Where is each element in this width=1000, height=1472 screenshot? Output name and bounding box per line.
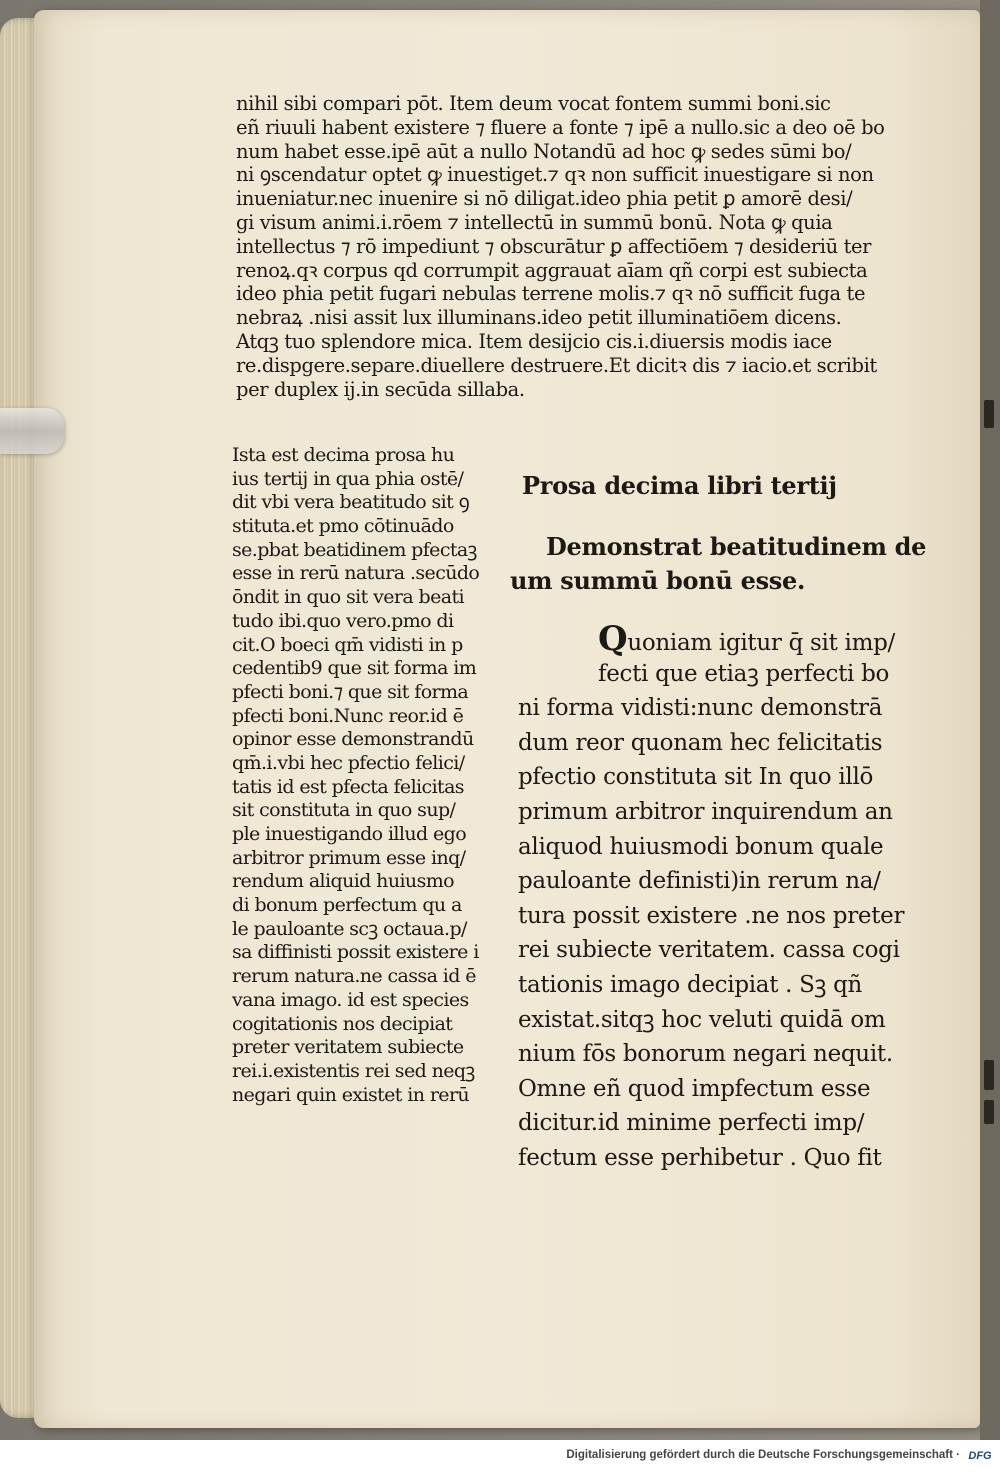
commentary-line: per duplex ij.in secūda sillaba. <box>236 377 525 401</box>
commentary-line: arbitror primum esse inq/ <box>232 846 466 869</box>
adjacent-page-strip <box>980 0 1000 1472</box>
commentary-line: opinor esse demonstrandū <box>232 728 474 751</box>
body-line: fecti que etiaꝫ perfecti bo <box>598 660 890 687</box>
commentary-line: sit constituta in quo sup/ <box>232 799 456 822</box>
commentary-line: cogitationis nos decipiat <box>232 1012 453 1035</box>
commentary-line: eñ riuuli habent existere ⁊ fluere a fonte ⁊ ipē a nullo.sic a deo oē bo <box>236 115 885 139</box>
commentary-line: rerum natura.ne cassa id ē <box>232 965 476 988</box>
commentary-line: nihil sibi compari pōt. Item deum vocat fontem summi boni.sic <box>236 92 831 115</box>
commentary-line: dit vbi vera beatitudo sit ꝯ <box>232 491 470 514</box>
body-line: rei subiecte veritatem. cassa cogi <box>518 937 900 964</box>
commentary-line: vana imago. id est species <box>232 988 469 1011</box>
page-clip <box>0 408 64 454</box>
commentary-line: rendum aliquid huiusmo <box>232 870 454 893</box>
commentary-line: di bonum perfectum qu a <box>232 894 462 917</box>
commentary-line: Ista est decima prosa hu <box>232 444 455 466</box>
commentary-line: le pauloante scꝫ octaua.p/ <box>232 917 467 940</box>
commentary-line: ple inuestigando illud ego <box>232 823 467 845</box>
funding-notice: Digitalisierung gefördert durch die Deutsche Forschungsgemeinschaft · <box>566 1449 960 1461</box>
main-text-column <box>510 468 927 1176</box>
commentary-line: ni ꝯscendatur optet ꝙ inuestiget.⁊ qꝛ non sufficit inuestigare si non <box>236 163 874 187</box>
commentary-top <box>236 92 922 401</box>
adjacent-page-mark <box>984 1100 994 1124</box>
commentary-line: pfecti boni.Nunc reor.id ē <box>232 704 464 727</box>
commentary-line: tatis id est pfecta felicitas <box>232 775 464 798</box>
body-line: dum reor quonam hec felicitatis <box>518 729 883 756</box>
commentary-line: num habet esse.ipē aūt a nullo Notandū ad hoc ꝙ sedes sūmi bo/ <box>236 139 852 163</box>
commentary-line: re.dispgere.separe.diuellere destruere.Et dicitꝛ dis ⁊ iacio.et scribit <box>236 353 877 377</box>
adjacent-page-mark <box>984 1060 994 1090</box>
initial-letter: Q <box>598 622 628 657</box>
commentary-line: renoꝝ.qꝛ corpus qd corrumpit aggrauat aīam qñ corpi est subiecta <box>236 258 868 282</box>
body-line: nium fōs bonorum negari nequit. <box>518 1041 893 1068</box>
subheading-line: Demonstrat beatitudinem de <box>546 532 927 561</box>
commentary-line: pfecti boni.⁊ que sit forma <box>232 680 469 703</box>
commentary-line: tudo ibi.quo vero.pmo di <box>232 609 454 632</box>
body-line: existat.sitqꝫ hoc veluti quidā om <box>518 1006 886 1033</box>
commentary-line: intellectus ⁊ rō impediunt ⁊ obscurātur ꝑ affectiōem ⁊ desideriū ter <box>236 234 872 258</box>
body-line-text: uoniam igitur q̄ sit imp/ <box>627 630 895 656</box>
commentary-line: stituta.et pmo cōtinuādo <box>232 515 454 538</box>
commentary-line: Atqꝫ tuo splendore mica. Item desijcio cis.i.diuersis modis iace <box>236 329 832 353</box>
prosa-subheading <box>510 530 927 598</box>
body-line: pfectio constituta sit In quo illō <box>518 764 874 791</box>
commentary-left-column <box>232 444 508 1107</box>
commentary-line: gi visum animi.i.rōem ⁊ intellectū in summū bonū. Nota ꝙ quia <box>236 210 833 234</box>
prosa-body <box>510 622 920 1176</box>
body-line: primum arbitror inquirendum an <box>518 798 893 825</box>
commentary-line: nebraꝝ .nisi assit lux illuminans.ideo petit illuminatiōem dicens. <box>236 306 842 330</box>
commentary-line: negari quin existet in rerū <box>232 1083 470 1106</box>
body-line: Omne eñ quod impfectum esse <box>518 1075 871 1102</box>
commentary-line: qm̄.i.vbi hec pfectio felici/ <box>232 751 465 774</box>
commentary-line: ideo phia petit fugari nebulas terrene molis.⁊ qꝛ nō sufficit fuga te <box>236 282 866 306</box>
commentary-line: ius tertij in qua phia ostē/ <box>232 467 464 490</box>
body-line: tura possit existere .ne nos preter <box>518 902 905 929</box>
subheading-line: um summū bonū esse. <box>510 566 806 595</box>
commentary-line: cit.O boeci qm̄ vidisti in p <box>232 633 463 656</box>
commentary-line: inueniatur.nec inuenire si nō diligat.ideo phia petit ꝑ amorē desi/ <box>236 187 853 211</box>
commentary-line: preter veritatem subiecte <box>232 1036 464 1059</box>
commentary-line: sa diffinisti possit existere i <box>232 941 479 964</box>
commentary-line: cedentib9 que sit forma im <box>232 657 477 680</box>
body-line: fectum esse perhibetur . Quo fit <box>518 1144 882 1171</box>
commentary-line: se.pbat beatidinem pfectaꝫ <box>232 538 477 561</box>
commentary-line: ōndit in quo sit vera beati <box>232 586 464 609</box>
adjacent-page-mark <box>984 400 994 428</box>
commentary-line: rei.i.existentis rei sed neqꝫ <box>232 1059 475 1082</box>
commentary-line: esse in rerū natura .secūdo <box>232 562 480 585</box>
footer-bar <box>0 1440 1000 1472</box>
prosa-heading: Prosa decima libri tertij <box>522 471 837 500</box>
body-line-first <box>510 622 920 657</box>
dfg-logo-icon: DFG <box>968 1450 992 1462</box>
body-line: dicitur.id minime perfecti imp/ <box>518 1110 865 1137</box>
body-line: aliquod huiusmodi bonum quale <box>518 833 884 860</box>
body-line: pauloante definisti)in rerum na/ <box>518 868 881 895</box>
body-line: tationis imago decipiat . Sꝫ qñ <box>518 971 863 998</box>
body-line: ni forma vidisti:nunc demonstrā <box>518 695 883 722</box>
